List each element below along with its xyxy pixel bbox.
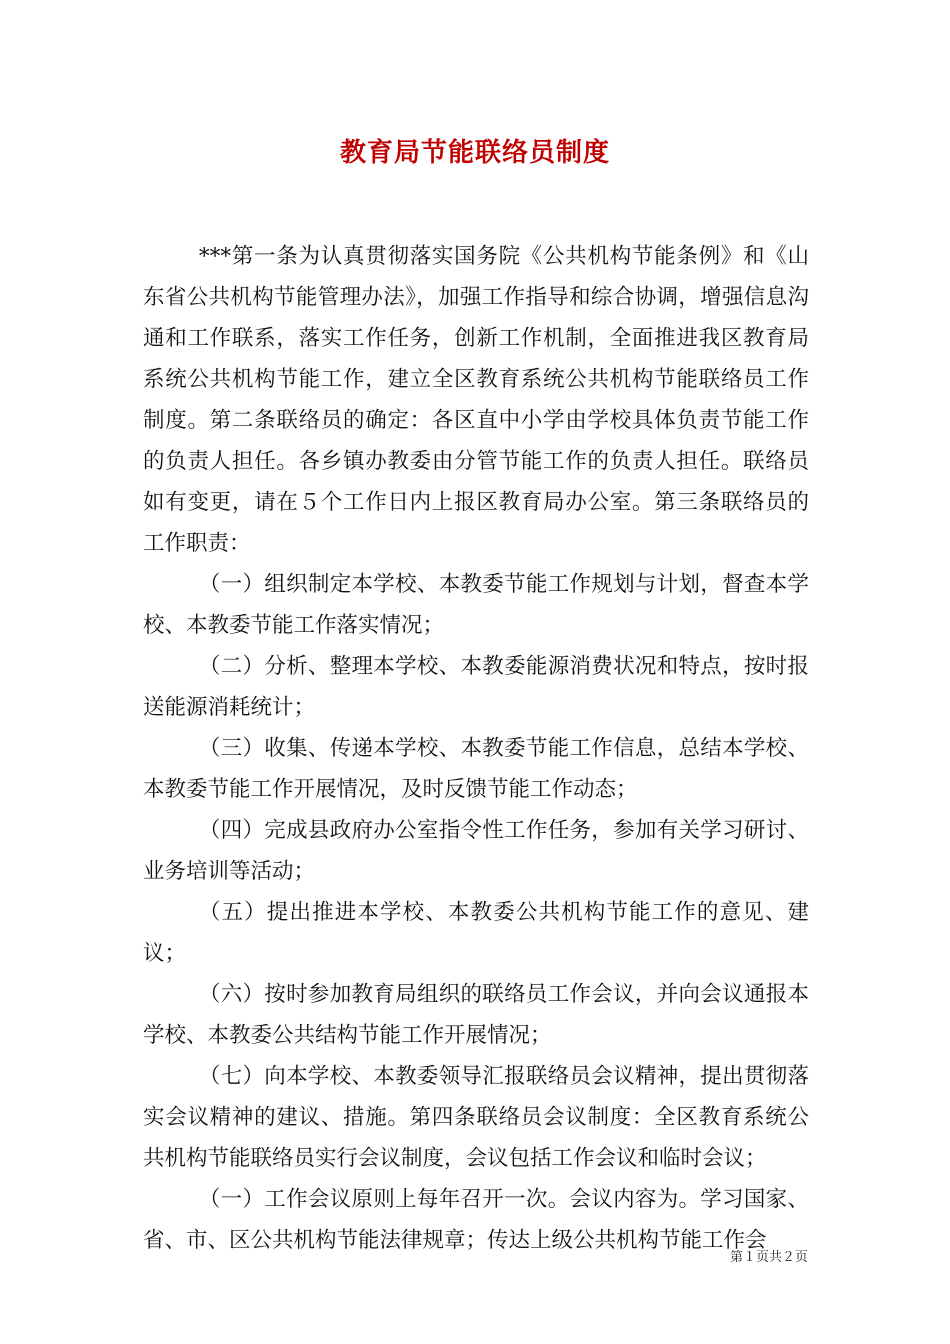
paragraph: （七）向本学校、本教委领导汇报联络员会议精神，提出贯彻落实会议精神的建议、措施。第四条联络员会议制度：全区教育系统公共机构节能联络员实行会议制度，会议包括工作会议和临时会议； xyxy=(143,1064,809,1171)
paragraph: （五）提出推进本学校、本教委公共机构节能工作的意见、建议； xyxy=(143,900,809,966)
paragraph: （六）按时参加教育局组织的联络员工作会议，并向会议通报本学校、本教委公共结构节能工作开展情况； xyxy=(143,982,809,1048)
document-title: 教育局节能联络员制度 xyxy=(339,138,610,168)
document-body xyxy=(143,236,809,1261)
paragraph: ***第一条为认真贯彻落实国务院《公共机构节能条例》和《山东省公共机构节能管理办法》，加强工作指导和综合协调，增强信息沟通和工作联系，落实工作任务，创新工作机制，全面推进我区教育局系统公共机构节能工作，建立全区教育系统公共机构节能联络员工作制度。第二条联络员的确定：各区直中小学由学校具体负责节能工作的负责人担任。各乡镇办教委由分管节能工作的负责人担任。联络员如有变更，请在５个工作日内上报区教育局办公室。第三条联络员的工作职责： xyxy=(143,244,809,556)
paragraph: （一）组织制定本学校、本教委节能工作规划与计划，督查本学校、本教委节能工作落实情况； xyxy=(143,572,809,638)
paragraph: （三）收集、传递本学校、本教委节能工作信息，总结本学校、本教委节能工作开展情况，及时反馈节能工作动态； xyxy=(143,736,809,802)
paragraph: （二）分析、整理本学校、本教委能源消费状况和特点，按时报送能源消耗统计； xyxy=(143,654,809,720)
page-number: 第１页共２页 xyxy=(729,1250,808,1265)
paragraph: （四）完成县政府办公室指令性工作任务，参加有关学习研讨、业务培训等活动； xyxy=(143,818,809,884)
paragraph: （一）工作会议原则上每年召开一次。会议内容为。学习国家、省、市、区公共机构节能法律规章；传达上级公共机构节能工作会 xyxy=(143,1187,809,1253)
